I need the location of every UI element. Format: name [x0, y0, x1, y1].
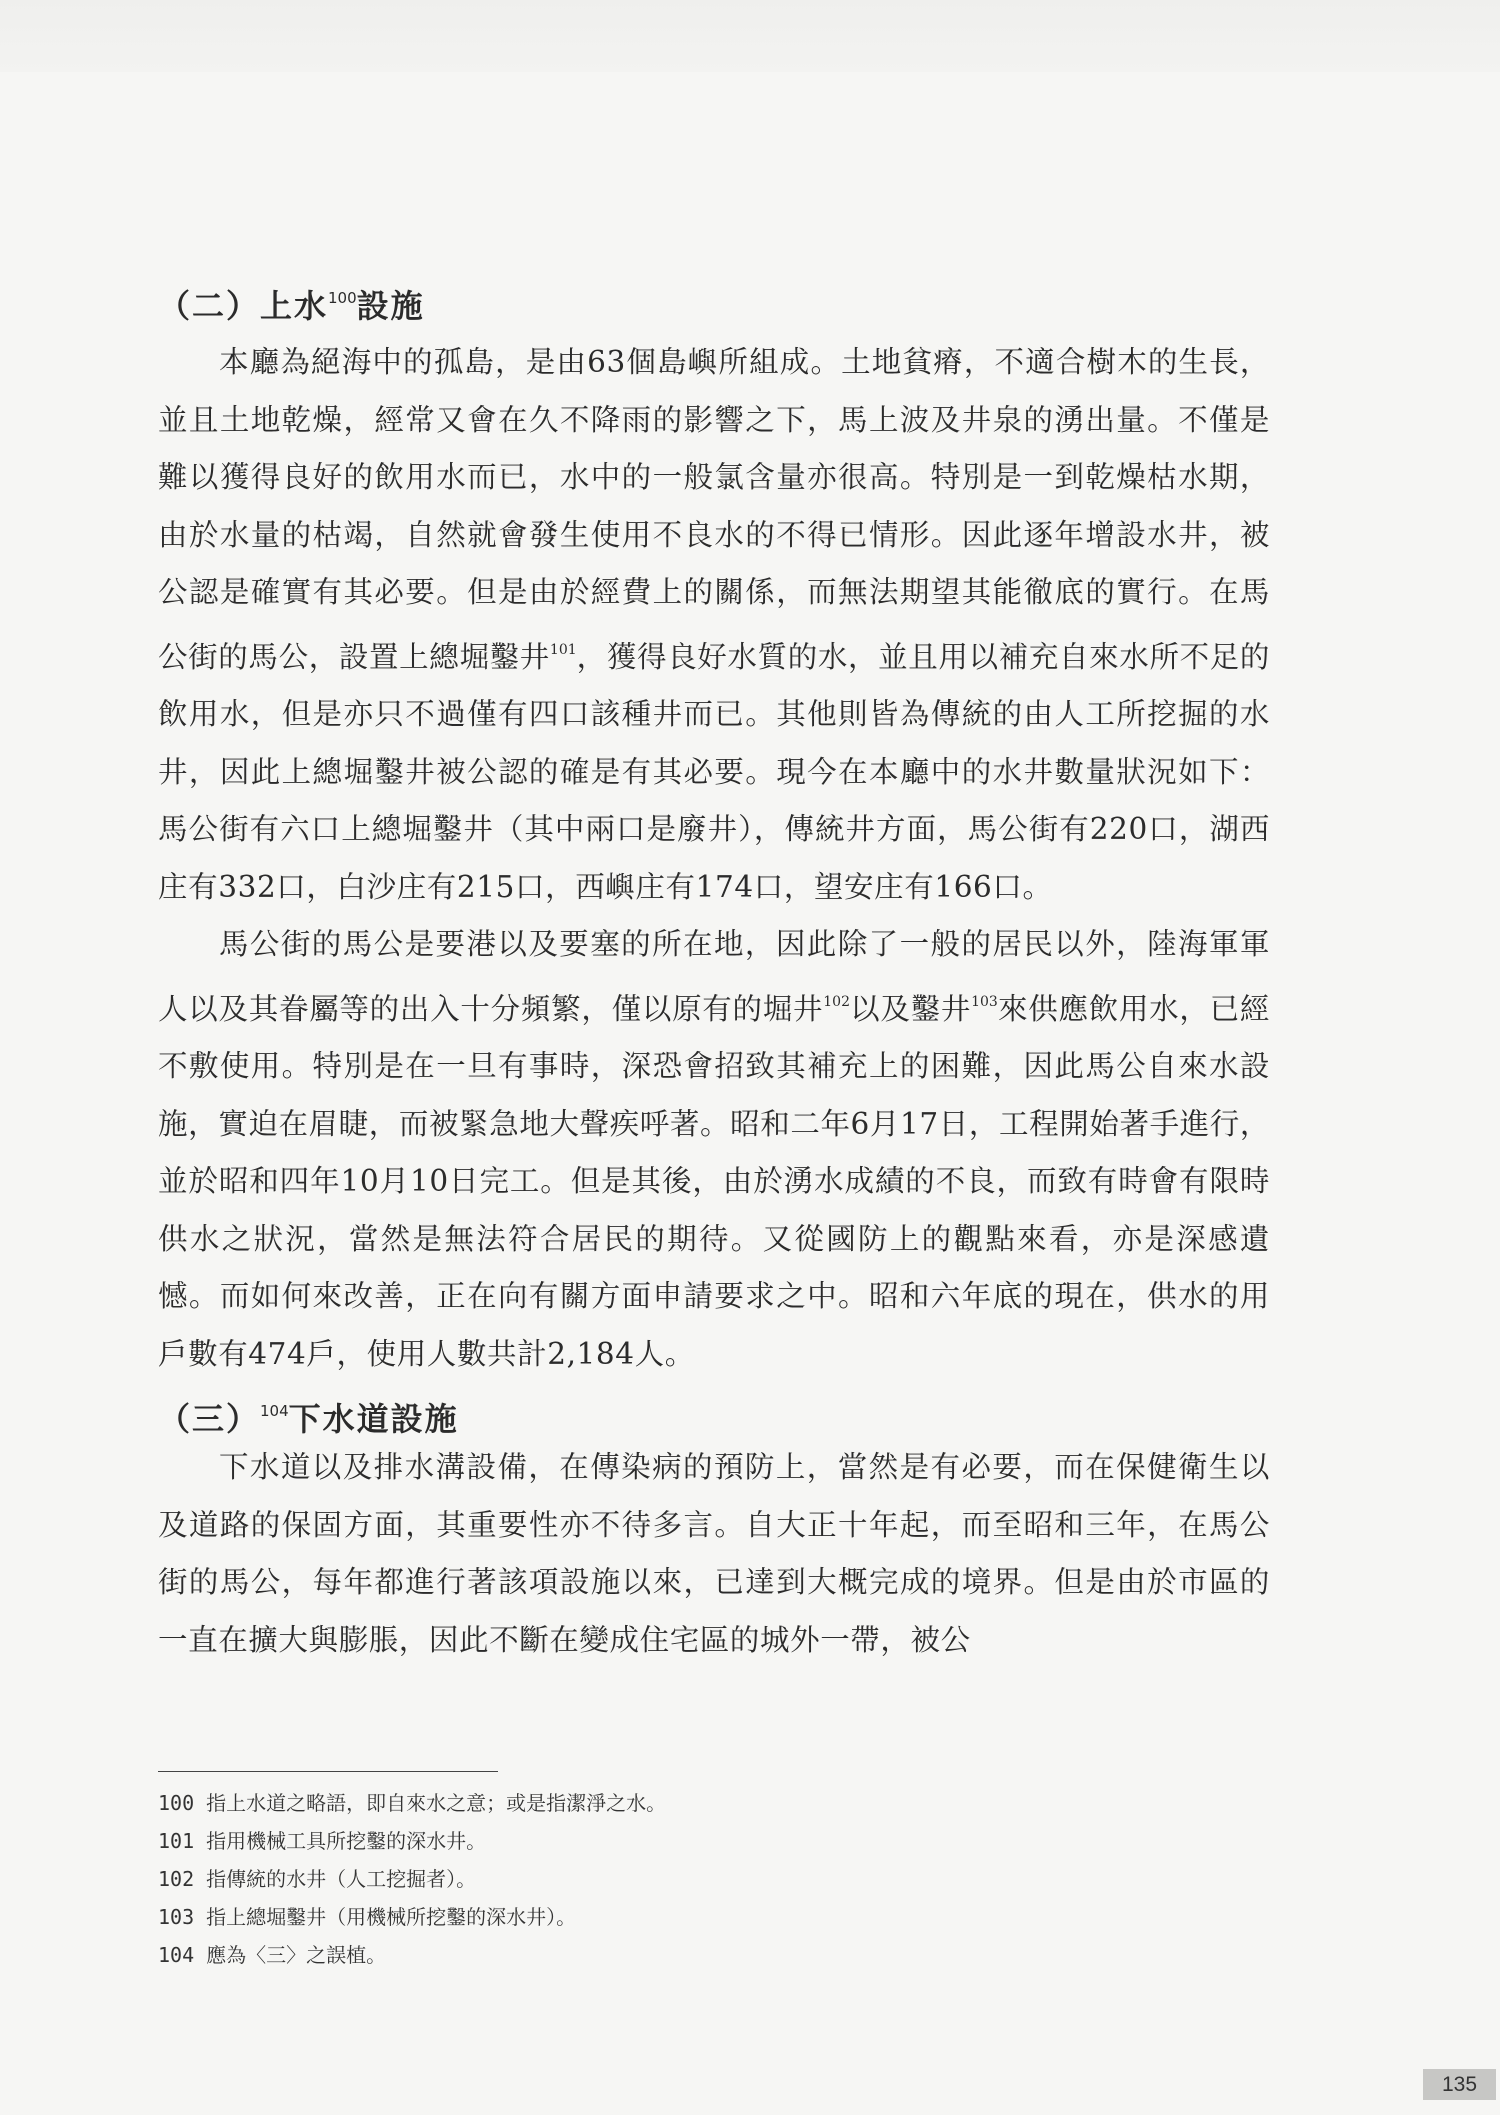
footnote-101: 101 指用機械工具所挖鑿的深水井。	[158, 1829, 487, 1853]
footnote-ref-103: 103	[971, 993, 998, 1010]
footnote-102: 102 指傳統的水井（人工挖掘者）。	[158, 1867, 477, 1891]
footnote-divider	[158, 1771, 498, 1772]
scan-top-margin	[0, 0, 1500, 72]
footnote-ref-104: 104	[260, 1402, 289, 1420]
page-body	[158, 270, 1270, 1669]
footnote-104: 104 應為〈三〉之誤植。	[158, 1943, 387, 1967]
footnote-ref-100: 100	[328, 289, 357, 307]
footnote-100: 100 指上水道之略語，即自來水之意；或是指潔淨之水。	[158, 1791, 667, 1815]
footnote-103: 103 指上總堀鑿井（用機械所挖鑿的深水井）。	[158, 1905, 577, 1929]
section-heading-water-supply: （二）上水$^{100}$設施	[158, 287, 425, 325]
footnotes	[158, 1784, 1258, 1974]
page-number: 135	[1423, 2069, 1496, 2100]
paragraph-sewer: 下水道以及排水溝設備，在傳染病的預防上，當然是有必要，而在保健衛生以及道路的保固方面，其重要性亦不待多言。自大正十年起，而至昭和三年，在馬公街的馬公，每年都進行著該項設施以來，已達到大概完成的境界。但是由於市區的一直在擴大與膨脹，因此不斷在變成住宅區的城外一帶，被公	[158, 1450, 1270, 1657]
paragraph-wells: 本廳為絕海中的孤島，是由63個島嶼所組成。土地貧瘠，不適合樹木的生長，並且土地乾燥，經常又會在久不降雨的影響之下，馬上波及井泉的湧出量。不僅是難以獲得良好的飲用水而已，水中的一般氯含量亦很高。特別是一到乾燥枯水期，由於水量的枯竭，自然就會發生使用不良水的不得已情形。因此逐年增設水井，被公認是確實有其必要。但是由於經費上的關係，而無法期望其能徹底的實行。在馬公街的馬公，設置上總堀鑿井$^{101}$，獲得良好水質的水，並且用以補充自來水所不足的飲用水，但是亦只不過僅有四口該種井而已。其他則皆為傳統的由人工所挖掘的水井，因此上總堀鑿井被公認的確是有其必要。現今在本廳中的水井數量狀況如下：馬公街有六口上總堀鑿井（其中兩口是廢井），傳統井方面，馬公街有220口，湖西庄有332口，白沙庄有215口，西嶼庄有174口，望安庄有166口。	[158, 345, 1270, 904]
footnote-ref-101: 101	[549, 641, 577, 658]
footnote-ref-102: 102	[823, 993, 850, 1010]
section-heading-sewer: （三）$^{104}$下水道設施	[158, 1400, 459, 1438]
paragraph-magong-waterworks: 馬公街的馬公是要港以及要塞的所在地，因此除了一般的居民以外，陸海軍軍人以及其眷屬等的出入十分頻繁，僅以原有的堀井$^{102}$以及鑿井$^{103}$來供應飲用水，已經不敷使用。特別是在一旦有事時，深恐會招致其補充上的困難，因此馬公自來水設施，實迫在眉睫，而被緊急地大聲疾呼著。昭和二年6月17日，工程開始著手進行，並於昭和四年10月10日完工。但是其後，由於湧水成績的不良，而致有時會有限時供水之狀況，當然是無法符合居民的期待。又從國防上的觀點來看，亦是深感遺憾。而如何來改善，正在向有關方面申請要求之中。昭和六年底的現在，供水的用戶數有474戶，使用人數共計2,184人。	[158, 927, 1270, 1371]
